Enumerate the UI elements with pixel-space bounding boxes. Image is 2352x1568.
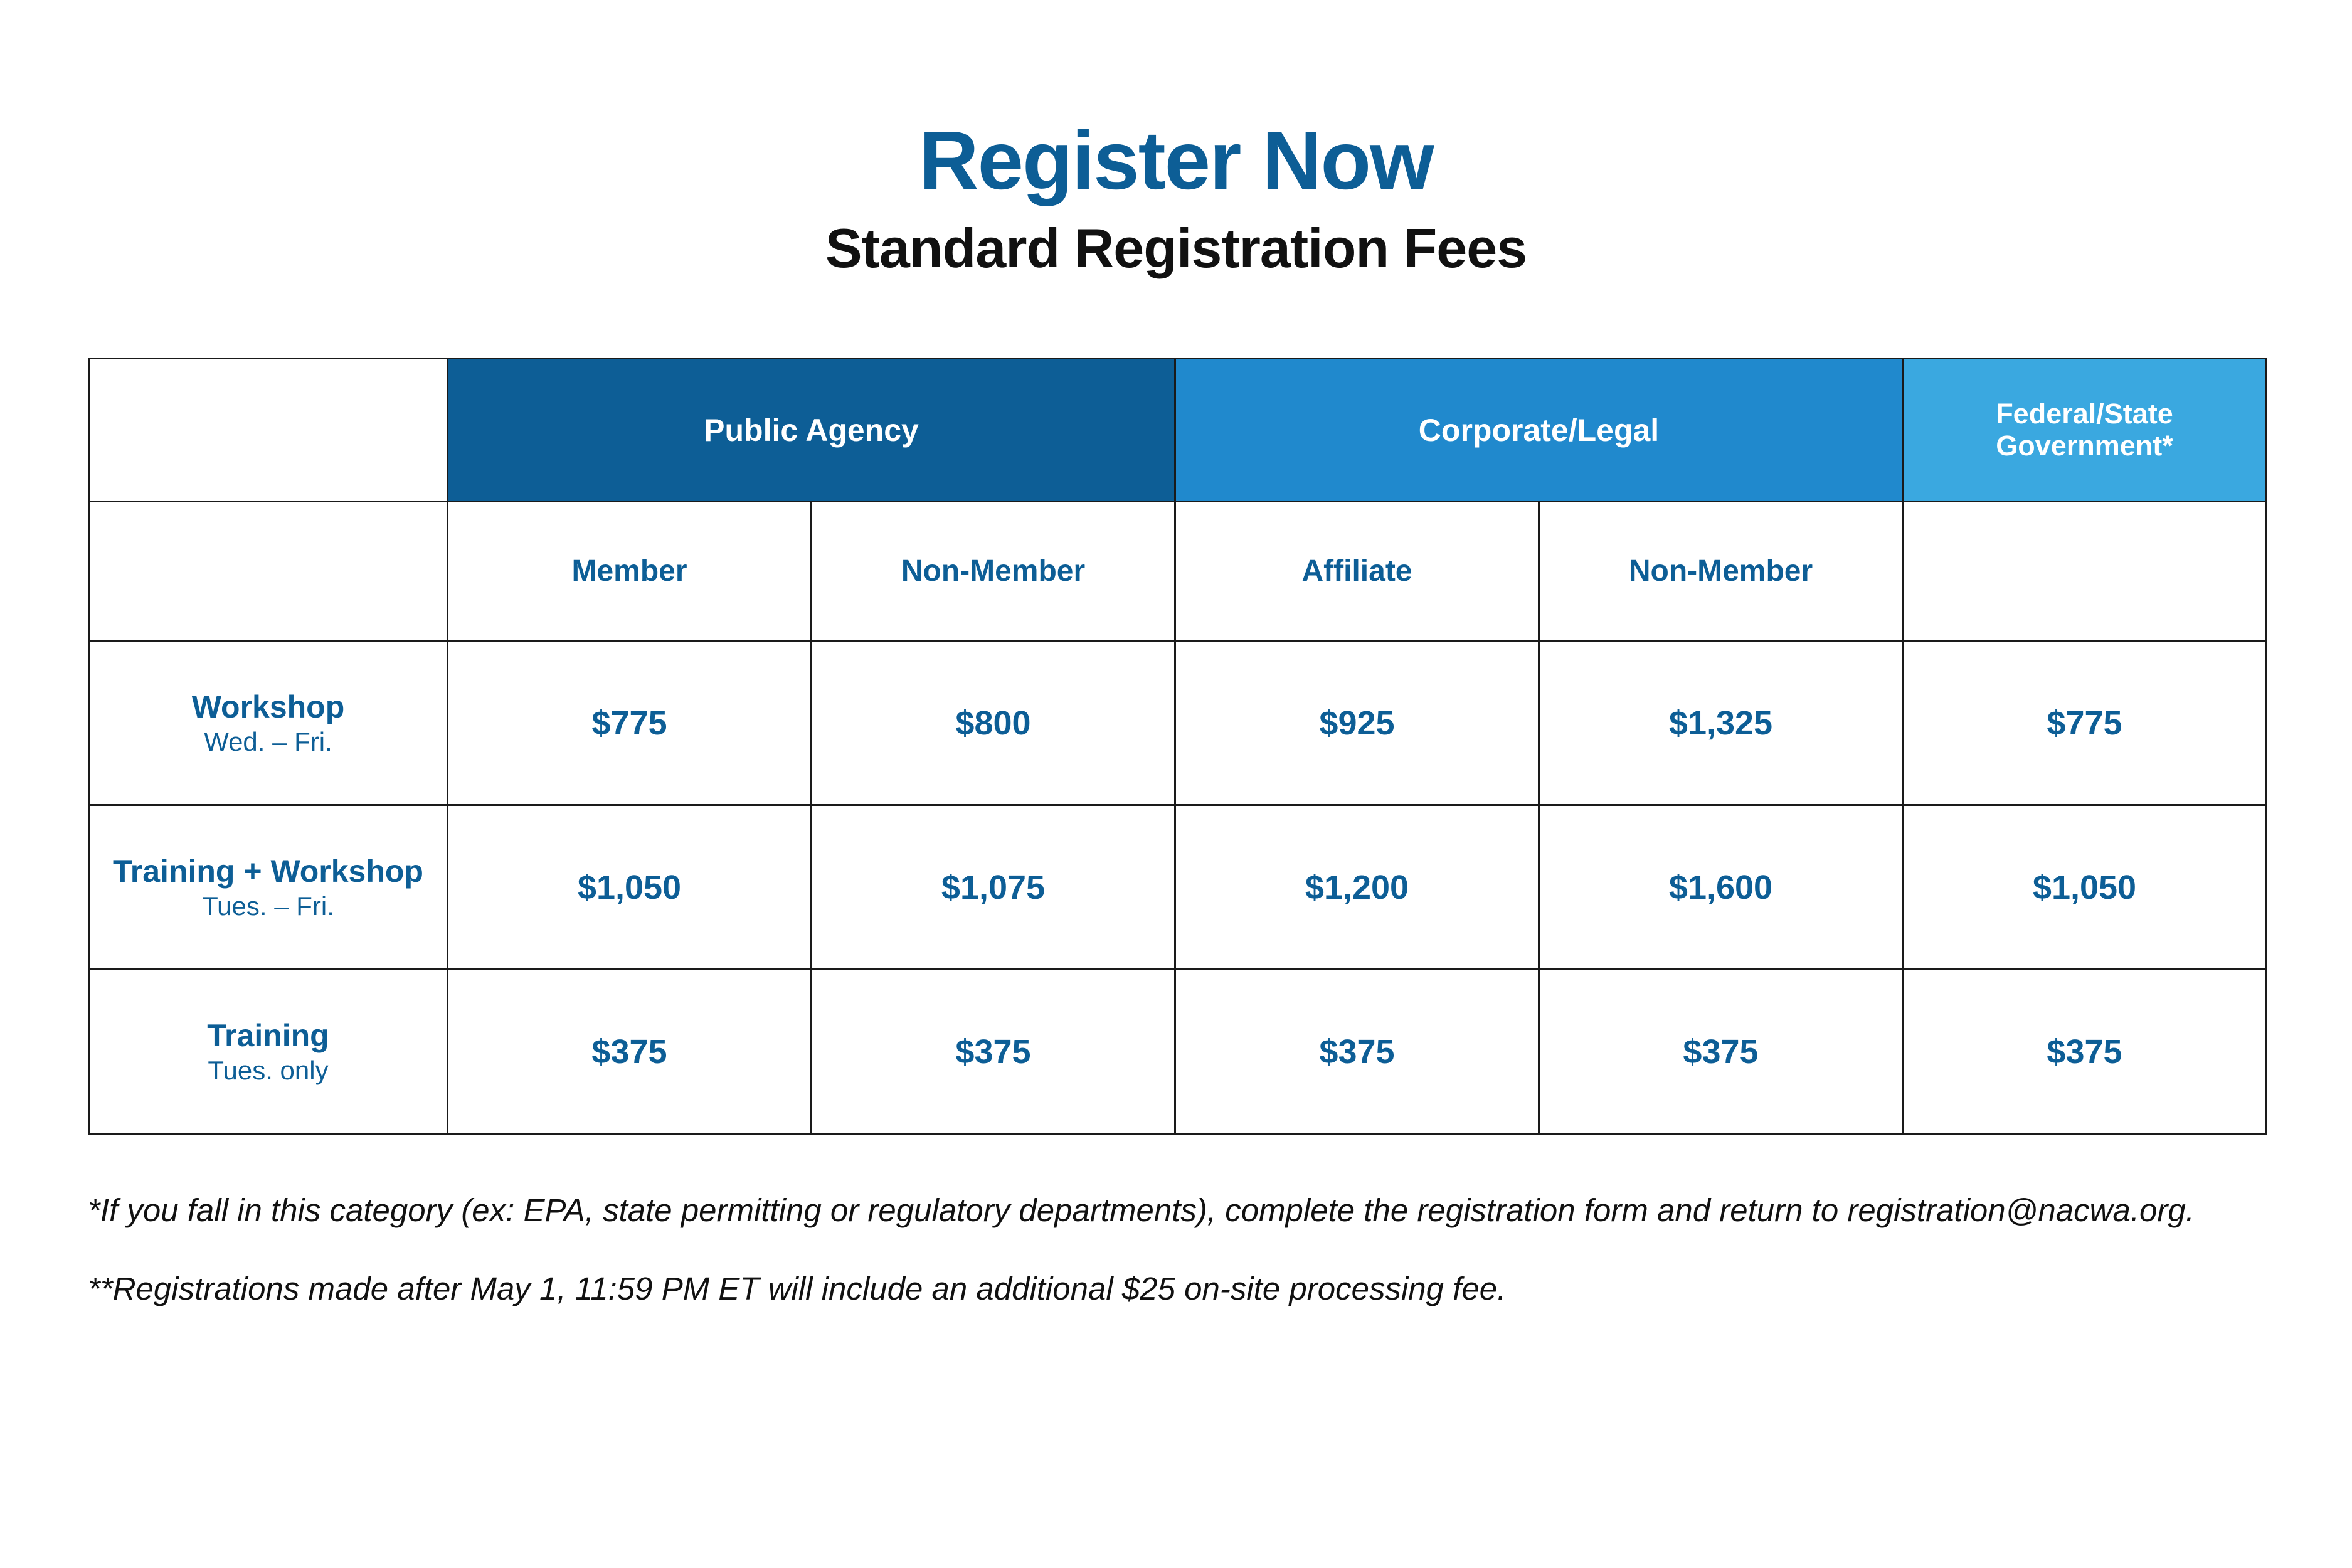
column-header-blank-right <box>1903 502 2267 641</box>
row-label-days: Tues. – Fri. <box>202 891 334 921</box>
cell-training-workshop-member: $1,050 <box>448 805 812 970</box>
cell-workshop-federal-state: $775 <box>1903 641 2267 805</box>
footnote-federal-state: *If you fall in this category (ex: EPA, state permitting or regulatory departments), complete the registration form and return to registration@nacwa.org. <box>88 1192 2195 1228</box>
fees-table <box>88 358 2267 1135</box>
row-label-training <box>89 970 448 1134</box>
row-label-workshop <box>89 641 448 805</box>
cell-training-workshop-nonmember: $1,075 <box>812 805 1175 970</box>
cell-workshop-affiliate: $925 <box>1175 641 1539 805</box>
table-row <box>89 805 2267 970</box>
row-label-days: Wed. – Fri. <box>204 726 332 756</box>
row-label-training-workshop <box>89 805 448 970</box>
cell-training-federal-state: $375 <box>1903 970 2267 1134</box>
cell-training-corporate-nonmember: $375 <box>1539 970 1903 1134</box>
column-header-affiliate: Affiliate <box>1175 502 1539 641</box>
row-label-title: Workshop <box>191 689 345 724</box>
group-header-row <box>89 359 2267 502</box>
column-header-blank-left <box>89 502 448 641</box>
table-row <box>89 970 2267 1134</box>
column-header-member: Member <box>448 502 812 641</box>
row-label-days: Tues. only <box>208 1055 329 1085</box>
table-row <box>89 641 2267 805</box>
row-label-title: Training <box>207 1017 329 1053</box>
cell-workshop-member: $775 <box>448 641 812 805</box>
column-header-non-member-corporate: Non-Member <box>1539 502 1903 641</box>
group-header-public-agency: Public Agency <box>448 359 1175 502</box>
cell-workshop-corporate-nonmember: $1,325 <box>1539 641 1903 805</box>
group-header-blank <box>89 359 448 502</box>
column-header-row <box>89 502 2267 641</box>
group-header-corporate-legal: Corporate/Legal <box>1175 359 1903 502</box>
page-subtitle: Standard Registration Fees <box>825 217 1527 279</box>
cell-training-workshop-affiliate: $1,200 <box>1175 805 1539 970</box>
page-title: Register Now <box>919 114 1433 206</box>
cell-training-workshop-corporate-nonmember: $1,600 <box>1539 805 1903 970</box>
footnotes <box>88 1189 2264 1311</box>
group-header-federal-state: Federal/State Government* <box>1903 359 2267 502</box>
footnote-onsite-fee: **Registrations made after May 1, 11:59 PM ET will include an additional $25 on-site processing fee. <box>88 1271 1507 1307</box>
cell-training-member: $375 <box>448 970 812 1134</box>
fees-table-container <box>88 358 2264 1135</box>
cell-training-nonmember: $375 <box>812 970 1175 1134</box>
row-label-title: Training + Workshop <box>113 853 423 889</box>
cell-workshop-nonmember: $800 <box>812 641 1175 805</box>
column-header-non-member: Non-Member <box>812 502 1175 641</box>
cell-training-workshop-federal-state: $1,050 <box>1903 805 2267 970</box>
title-block <box>0 0 2352 279</box>
cell-training-affiliate: $375 <box>1175 970 1539 1134</box>
